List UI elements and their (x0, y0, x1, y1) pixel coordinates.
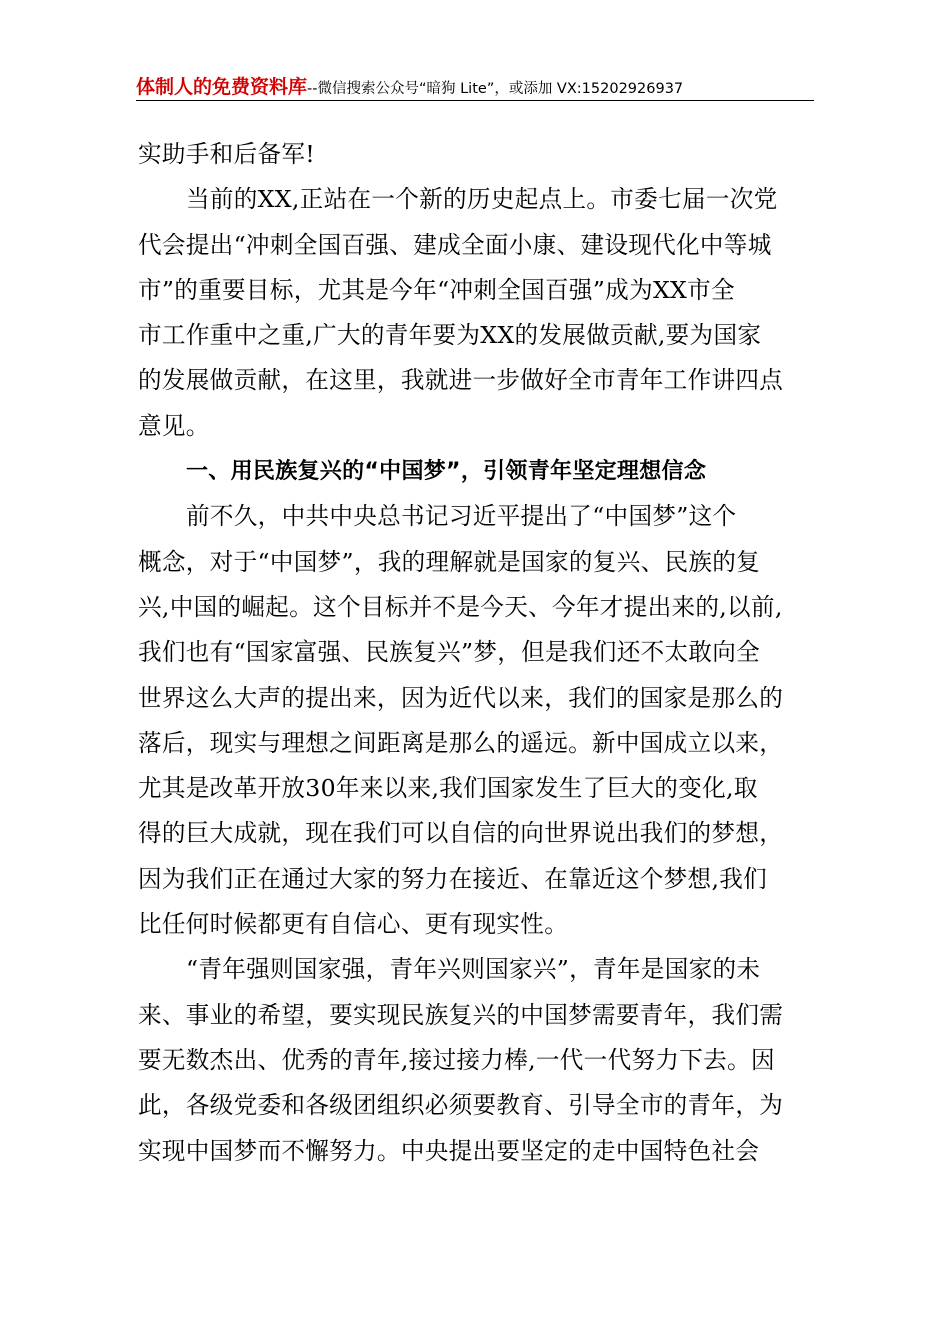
text-line: 意见。 (138, 411, 210, 440)
text-line: 比任何时候都更有自信心、更有现实性。 (138, 910, 569, 939)
text-line: 来、事业的希望，要实现民族复兴的中国梦需要青年，我们需 (138, 1000, 784, 1029)
text-line: 代会提出“冲刺全国百强、建成全面小康、建设现代化中等城 (138, 230, 772, 259)
header-info: --微信搜索公众号“暗狗 Lite”，或添加 VX:15202926937 (307, 81, 684, 97)
text-line: 的发展做贡献，在这里，我就进一步做好全市青年工作讲四点 (138, 366, 784, 395)
text-line: 我们也有“国家富强、民族复兴”梦，但是我们还不太敢向全 (138, 638, 761, 667)
text-line: 概念，对于“中国梦”，我的理解就是国家的复兴、民族的复 (138, 547, 761, 576)
text-line: 要无数杰出、优秀的青年,接过接力棒,一代一代努力下去。因 (138, 1045, 775, 1074)
text-line: “青年强则国家强，青年兴则国家兴”，青年是国家的未 (186, 955, 761, 984)
text-line: 落后，现实与理想之间距离是那么的遥远。新中国成立以来， (138, 728, 784, 757)
page-header (136, 72, 814, 101)
text-line: 市”的重要目标，尤其是今年“冲刺全国百强”成为XX市全 (138, 275, 735, 304)
text-line: 当前的XX,正站在一个新的历史起点上。市委七届一次党 (186, 185, 778, 214)
header-brand: 体制人的免费资料库 (136, 76, 308, 98)
text-line: 此，各级党委和各级团组织必须要教育、引导全市的青年，为 (138, 1091, 784, 1120)
document-body (138, 132, 814, 1174)
text-line: 市工作重中之重,广大的青年要为XX的发展做贡献,要为国家 (138, 321, 762, 350)
text-line: 实助手和后备军! (138, 140, 316, 168)
text-line: 实现中国梦而不懈努力。中央提出要坚定的走中国特色社会 (138, 1136, 760, 1165)
text-line: 尤其是改革开放30年来以来,我们国家发生了巨大的变化,取 (138, 774, 758, 803)
text-line: 前不久，中共中央总书记习近平提出了“中国梦”这个 (186, 502, 737, 531)
section-heading: 一、用民族复兴的“中国梦”，引领青年坚定理想信念 (186, 459, 707, 485)
text-line: 兴,中国的崛起。这个目标并不是今天、今年才提出来的,以前, (138, 592, 783, 621)
text-line: 世界这么大声的提出来，因为近代以来，我们的国家是那么的 (138, 683, 784, 712)
text-line: 得的巨大成就，现在我们可以自信的向世界说出我们的梦想， (138, 819, 784, 848)
text-line: 因为我们正在通过大家的努力在接近、在靠近这个梦想,我们 (138, 864, 768, 893)
